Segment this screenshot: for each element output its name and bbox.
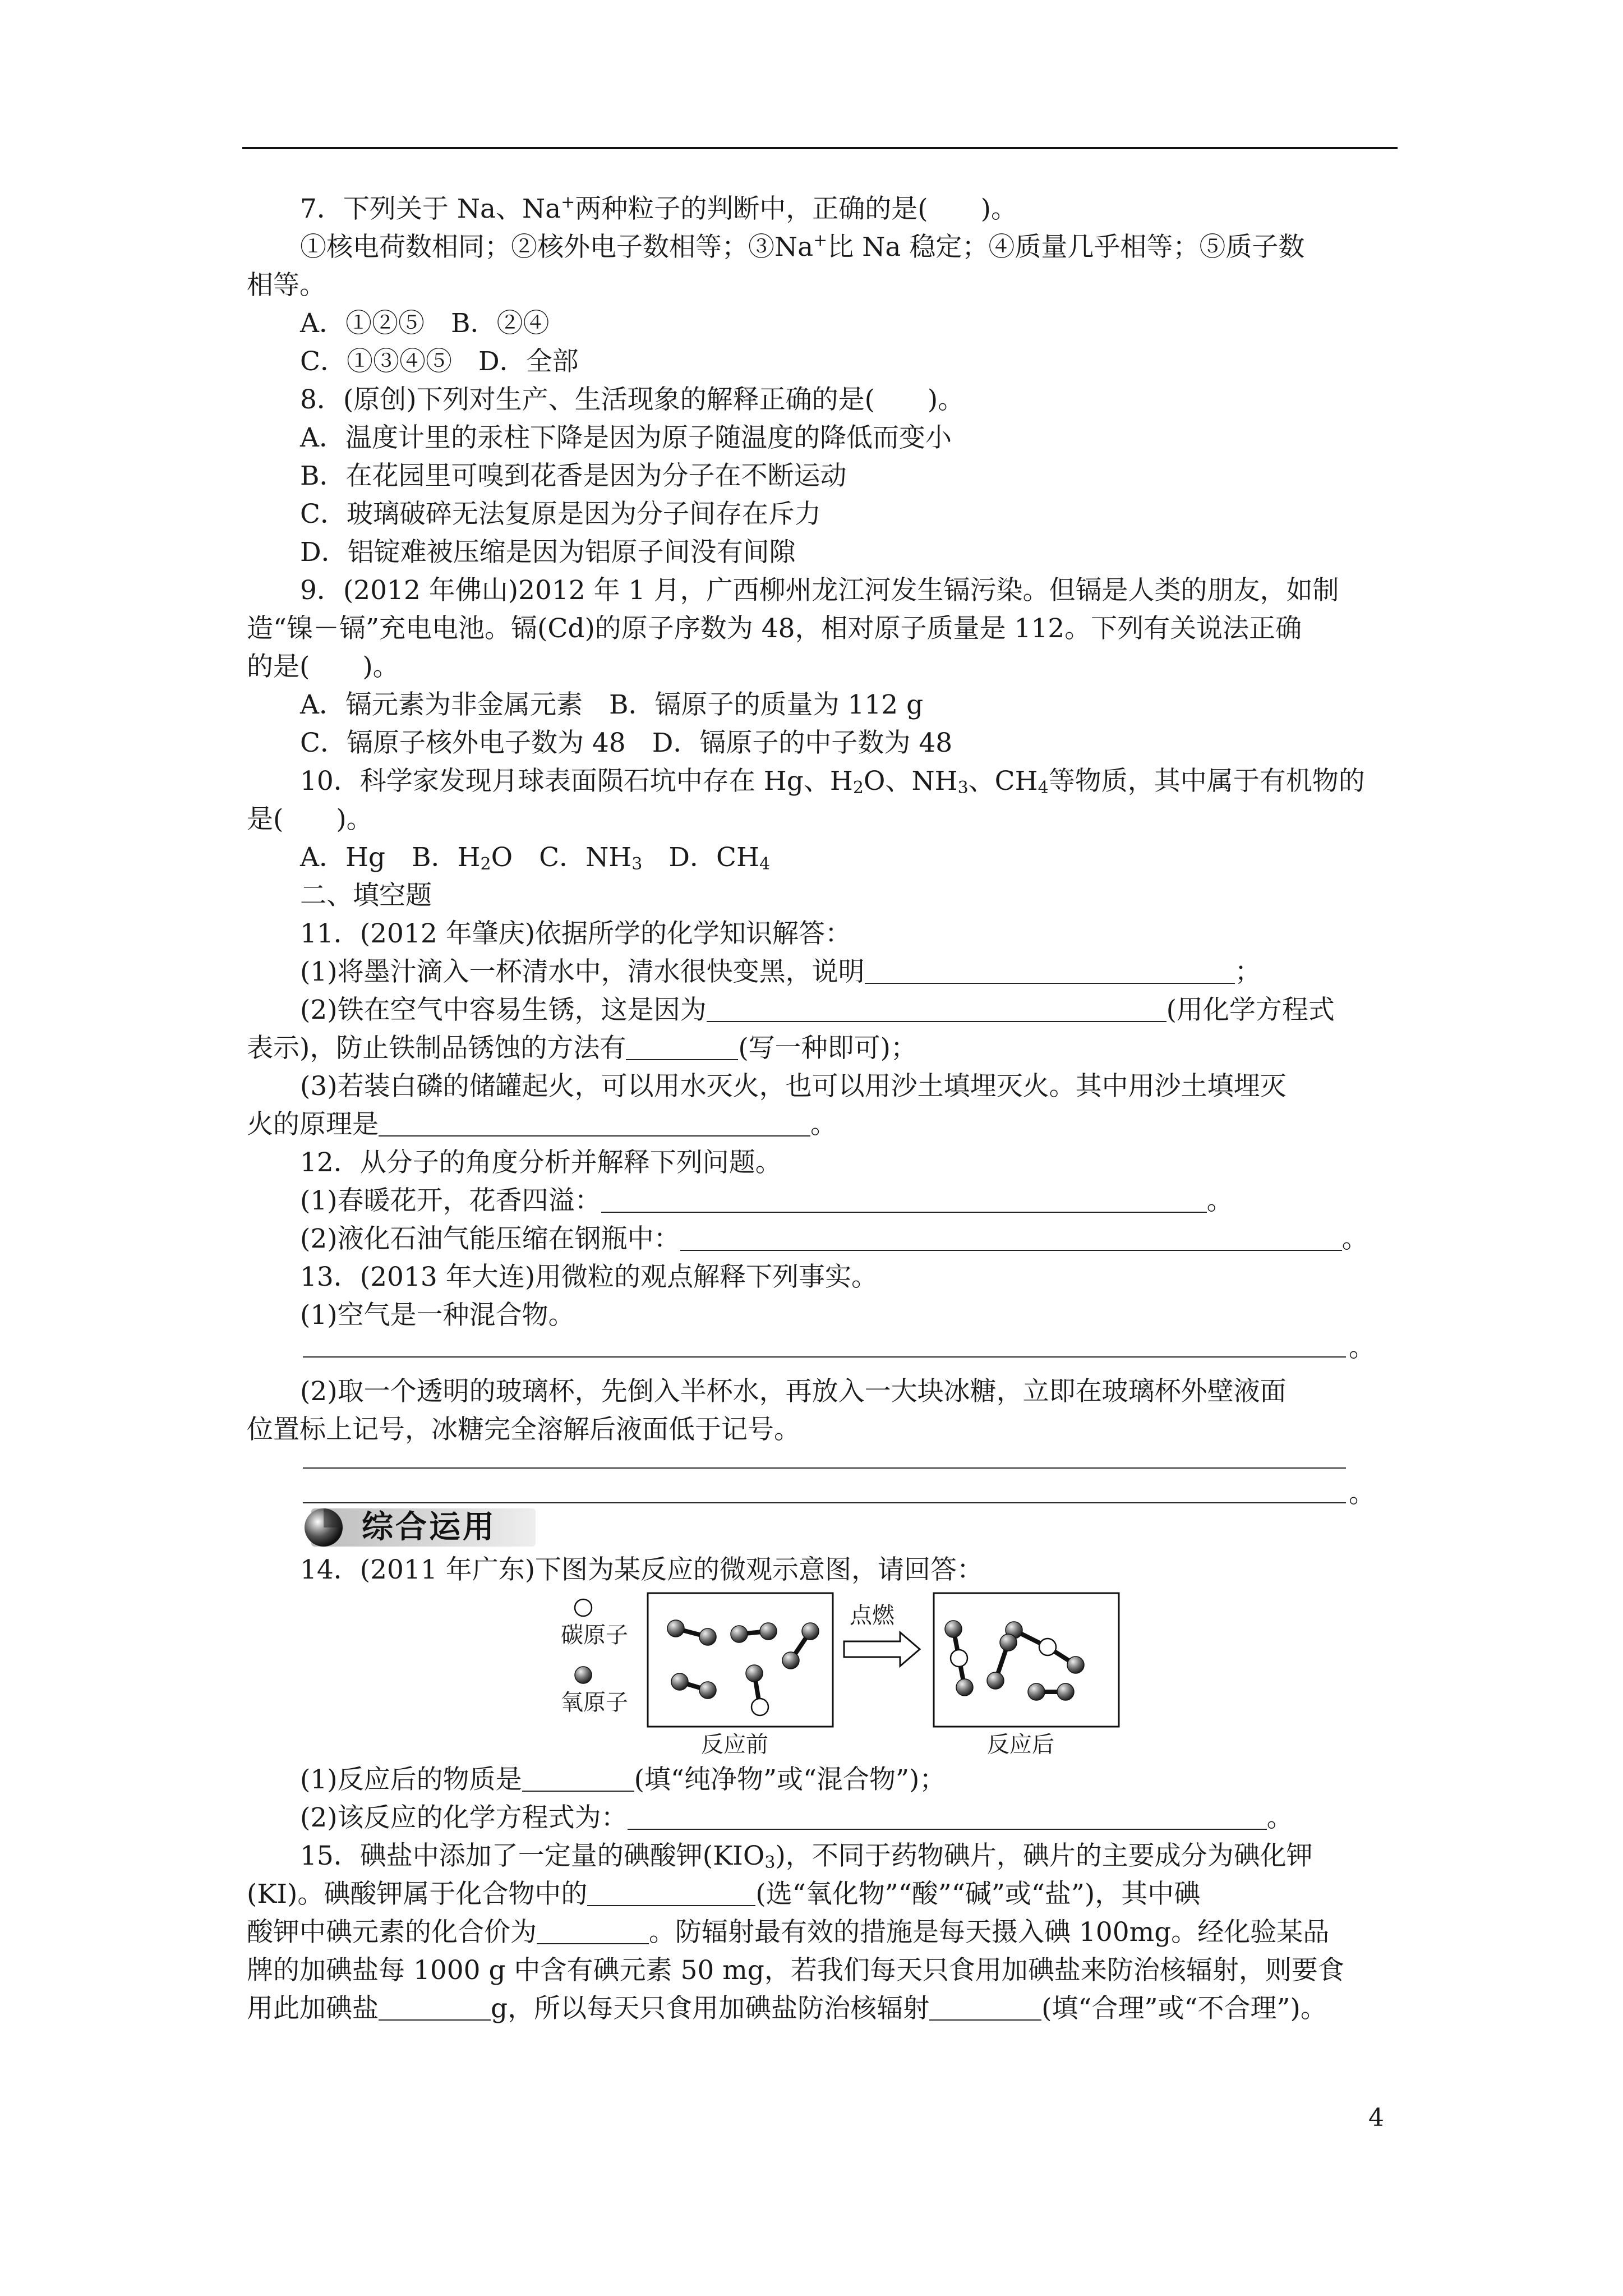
legend-oxygen xyxy=(561,1667,628,1715)
q8-option-a: A．温度计里的汞柱下降是因为原子随温度的降低而变小 xyxy=(300,422,952,453)
q9-stem-line2: 造“镍－镉”充电电池。镉(Cd)的原子序数为 48，相对原子质量是 112。下列有关说法正确 xyxy=(247,613,1302,644)
q10-stem-line2: 是( )。 xyxy=(247,804,373,835)
legend-carbon xyxy=(561,1599,628,1648)
q13-part2: (2)取一个透明的玻璃杯，先倒入半杯水，再放入一大块冰糖，立即在玻璃杯外壁液面 xyxy=(300,1376,1287,1407)
q11-blank1[interactable] xyxy=(865,958,1235,984)
q15-line1: 15．碘盐中添加了一定量的碘酸钾$(KIO_3)$，不同于药物碘片，碘片的主要成分为碘化钾 xyxy=(300,1841,1313,1872)
after-label: 反应后 xyxy=(987,1732,1054,1757)
q13-answer-line3-end: 。 xyxy=(1349,1478,1375,1509)
q8-option-d: D．铝锭难被压缩是因为铝原子间没有间隙 xyxy=(300,537,796,568)
q12-stem: 12．从分子的角度分析并解释下列问题。 xyxy=(300,1147,782,1178)
q9-stem-line3: 的是( )。 xyxy=(247,651,399,682)
q15-blank1[interactable] xyxy=(587,1880,755,1906)
q9-stem-line1: 9．(2012 年佛山)2012 年 1 月，广西柳州龙江河发生镉污染。但镉是人类的朋友，如制 xyxy=(300,575,1339,606)
q15-line2: (KI)。碘酸钾属于化合物中的 (选“氧化物”“酸”“碱”或“盐”)，其中碘 xyxy=(247,1879,1201,1910)
q11-blank2[interactable] xyxy=(707,996,1166,1022)
before-box xyxy=(648,1593,833,1727)
q11-blank4[interactable] xyxy=(379,1111,810,1137)
q15-blank4[interactable] xyxy=(929,1995,1041,2021)
section-fill-in-title: 二、填空题 xyxy=(300,880,432,911)
q11-stem: 11．(2012 年肇庆)依据所学的化学知识解答： xyxy=(300,918,852,949)
before-label: 反应前 xyxy=(701,1732,768,1757)
after-atoms xyxy=(945,1621,1084,1700)
q15-line5: 用此加碘盐 g，所以每天只食用加碘盐防治核辐射 (填“合理”或“不合理”)。 xyxy=(247,1993,1327,2024)
q7-options-cd: C．①③④⑤ D．全部 xyxy=(300,346,579,377)
q13-answer-line3[interactable] xyxy=(303,1502,1346,1503)
section-title: 综合运用 xyxy=(362,1509,496,1545)
q9-options-cd: C．镉原子核外电子数为 48 D．镉原子的中子数为 48 xyxy=(300,728,953,758)
q15-blank3[interactable] xyxy=(379,1995,491,2021)
q8-option-c: C．玻璃破碎无法复原是因为分子间存在斥力 xyxy=(300,499,821,530)
q7-stem: 7．下列关于 Na、Na+两种粒子的判断中，正确的是( )。 xyxy=(300,192,1017,224)
q15-blank2[interactable] xyxy=(537,1918,649,1944)
q14-blank1[interactable] xyxy=(522,1766,634,1792)
page-number: 4 xyxy=(1368,2104,1384,2132)
q13-answer-line1-end: 。 xyxy=(1349,1332,1375,1363)
q8-option-b: B．在花园里可嗅到花香是因为分子在不断运动 xyxy=(300,461,847,491)
q12-blank2[interactable] xyxy=(680,1225,1342,1251)
q11-part2-cont: 表示)，防止铁制品锈蚀的方法有 (写一种即可)； xyxy=(247,1033,917,1064)
legend-oxygen-label: 氧原子 xyxy=(561,1690,628,1715)
q12-part2: (2)液化石油气能压缩在钢瓶中： 。 xyxy=(300,1223,1368,1254)
q11-part3-cont: 火的原理是 。 xyxy=(247,1109,837,1140)
q10-stem-line1: 10．科学家发现月球表面陨石坑中存在 Hg、$H_2O$、$NH_3$、$CH_4$等物质，其中属于有机物的 xyxy=(300,766,1365,798)
carbon-atom-icon xyxy=(575,1599,592,1616)
q11-blank3[interactable] xyxy=(626,1034,738,1060)
q8-stem: 8．(原创)下列对生产、生活现象的解释正确的是( )。 xyxy=(300,384,965,415)
q7-statements: ①核电荷数相同；②核外电子数相等；③Na+比 Na 稳定；④质量几乎相等；⑤质子数 xyxy=(300,231,1305,263)
reaction-diagram xyxy=(561,1581,1122,1760)
section-comprehensive-heading xyxy=(300,1505,536,1550)
oxygen-atom-icon xyxy=(575,1667,592,1683)
q7-statements-cont: 相等。 xyxy=(247,270,326,301)
q13-answer-line2[interactable] xyxy=(303,1467,1346,1469)
q7-options-ab: A．①②⑤ B．②④ xyxy=(300,308,550,339)
q13-stem: 13．(2013 年大连)用微粒的观点解释下列事实。 xyxy=(300,1262,878,1292)
arrow-label: 点燃 xyxy=(850,1603,895,1628)
q9-options-ab: A．镉元素为非金属元素 B．镉原子的质量为 112 g xyxy=(300,689,924,720)
q13-part2-cont: 位置标上记号，冰糖完全溶解后液面低于记号。 xyxy=(247,1414,800,1445)
q15-line3: 酸钾中碘元素的化合价为 。防辐射最有效的措施是每天摄入碘 100mg。经化验某品 xyxy=(247,1917,1330,1948)
q11-part2: (2)铁在空气中容易生锈，这是因为 (用化学方程式 xyxy=(300,995,1335,1025)
reaction-arrow xyxy=(844,1632,920,1666)
section-bullet-icon xyxy=(300,1505,351,1550)
q12-part1: (1)春暖花开，花香四溢： 。 xyxy=(300,1185,1233,1216)
q14-part1: (1)反应后的物质是 (填“纯净物”或“混合物”)； xyxy=(300,1764,946,1795)
q11-part3: (3)若装白磷的储罐起火，可以用水灭火，也可以用沙土填埋灭火。其中用沙土填埋灭 xyxy=(300,1071,1287,1102)
q13-answer-line1[interactable] xyxy=(303,1356,1346,1358)
q13-part1: (1)空气是一种混合物。 xyxy=(300,1300,575,1331)
q10-options: A．Hg B．$H_2O$ C．$NH_3$ D．$CH_4$ xyxy=(300,842,771,874)
header-rule xyxy=(242,147,1398,149)
q14-part2: (2)该反应的化学方程式为： 。 xyxy=(300,1802,1293,1833)
q12-blank1[interactable] xyxy=(601,1187,1207,1213)
legend-carbon-label: 碳原子 xyxy=(561,1622,628,1648)
q14-stem: 14．(2011 年广东)下图为某反应的微观示意图，请回答： xyxy=(300,1554,984,1585)
q11-part1: (1)将墨汁滴入一杯清水中，清水很快变黑，说明 ； xyxy=(300,956,1261,987)
q15-line4: 牌的加碘盐每 1000 g 中含有碘元素 50 mg，若我们每天只食用加碘盐来防治核辐射，则要食 xyxy=(247,1955,1344,1986)
q14-blank2[interactable] xyxy=(628,1804,1267,1830)
